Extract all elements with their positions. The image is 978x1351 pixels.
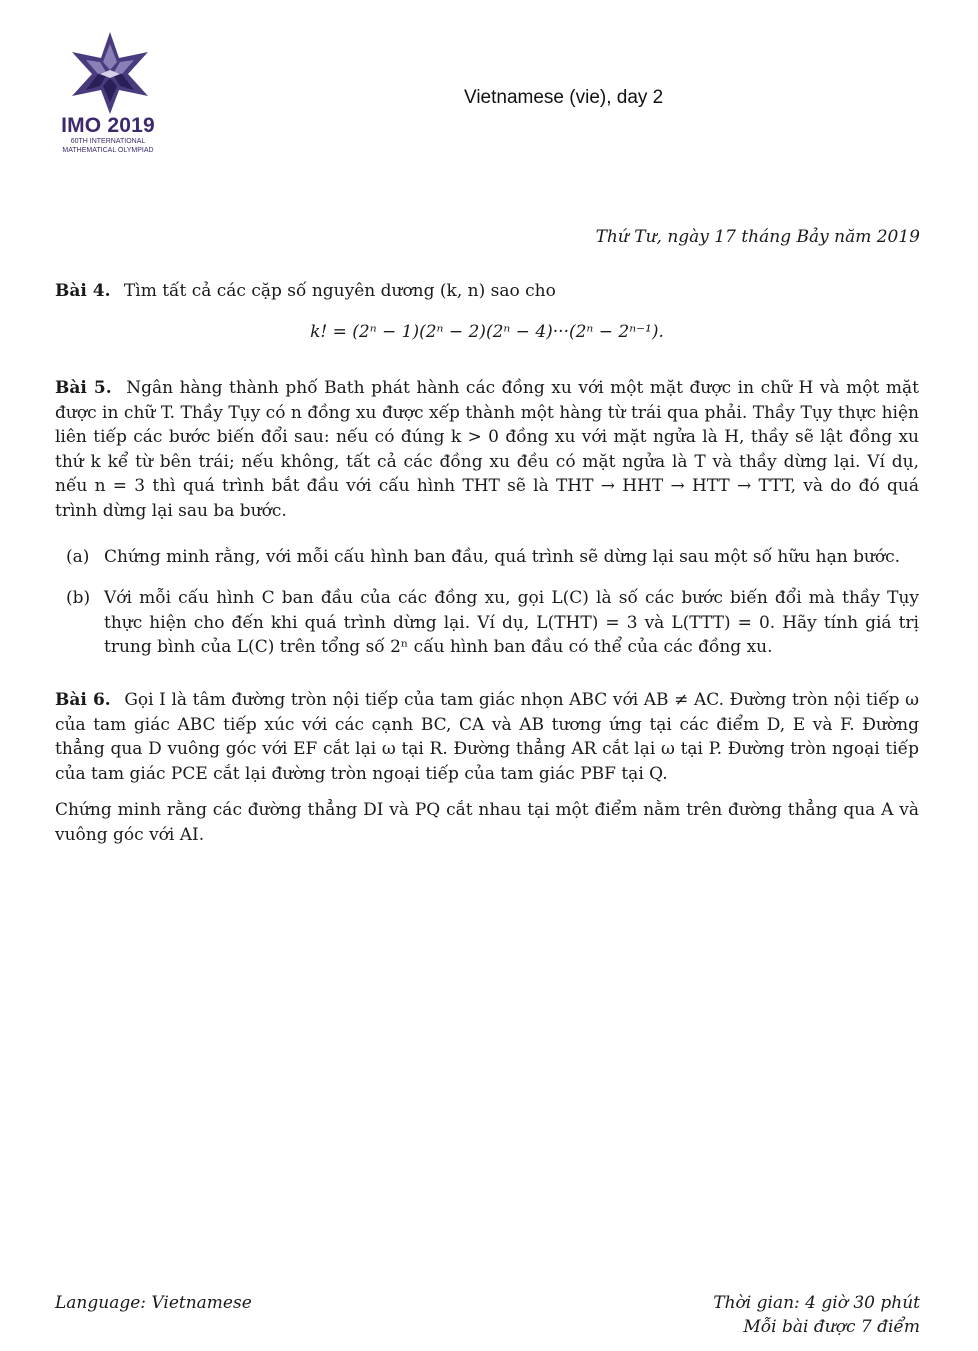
footer-language: Language: Vietnamese: [55, 1293, 252, 1313]
language-day-header: Vietnamese (vie), day 2: [464, 87, 664, 108]
problem-4-text: Tìm tất cả các cặp số nguyên dương (k, n) sao cho: [123, 281, 556, 301]
exam-date: Thứ Tư, ngày 17 tháng Bảy năm 2019: [595, 227, 920, 247]
star-logo-icon: [64, 30, 156, 116]
imo-logo: [52, 30, 168, 160]
logo-subtitle-line1: 60TH INTERNATIONAL: [70, 138, 146, 145]
part-b-label: (b): [66, 588, 91, 608]
problem-5-label: Bài 5.: [55, 378, 112, 398]
part-a-text: Chứng minh rằng, với mỗi cấu hình ban đầu, quá trình sẽ dừng lại sau một số hữu hạn bước.: [104, 547, 901, 567]
problem-6-text: Gọi I là tâm đường tròn nội tiếp của tam giác nhọn ABC với AB ≠ AC. Đường tròn nội tiếp ω của tam giác ABC tiếp xúc với các cạnh BC, CA và AB tương ứng tại các điểm D, E và F. Đường thẳng qua D vuông góc với EF cắt lại ω tại R. Đường thẳng AR cắt lại ω tại P. Đường tròn ngoại tiếp của tam giác PCE cắt lại đường tròn ngoại tiếp của tam giác PBF tại Q.: [55, 690, 920, 784]
logo-title: IMO 2019: [61, 114, 155, 137]
part-b-text: Với mỗi cấu hình C ban đầu của các đồng xu, gọi L(C) là số các bước biến đổi mà thầy Tụy thực hiện cho đến khi quá trình dừng lại. Ví dụ, L(THT) = 3 và L(TTT) = 0. Hãy tính giá trị trung bình của L(C) trên tổng số 2ⁿ cấu hình ban đầu có thể của các đồng xu.: [104, 588, 919, 658]
problem-6-label: Bài 6.: [55, 690, 111, 710]
problem-5: [55, 376, 919, 524]
part-a-label: (a): [66, 547, 90, 567]
problem-4-label: Bài 4.: [55, 281, 111, 301]
problem-6: [55, 688, 919, 786]
problem-4: [55, 279, 919, 304]
problem-4-equation: k! = (2ⁿ − 1)(2ⁿ − 2)(2ⁿ − 4)···(2ⁿ − 2ⁿ⁻¹).: [310, 322, 664, 342]
problem-6-conclusion: Chứng minh rằng các đường thẳng DI và PQ cắt nhau tại một điểm nằm trên đường thẳng qua A và vuông góc với AI.: [55, 800, 919, 845]
problem-5-part-a: [66, 545, 919, 570]
problem-5-text: Ngân hàng thành phố Bath phát hành các đồng xu với một mặt được in chữ H và một mặt được in chữ T. Thầy Tụy có n đồng xu được xếp thành một hàng từ trái qua phải. Thầy Tụy thực hiện liên tiếp các bước biến đổi sau: nếu có đúng k > 0 đồng xu với mặt ngửa là H, thầy sẽ lật đồng xu thứ k kể từ bên trái; nếu không, tất cả các đồng xu đều có mặt ngửa là T và thầy dừng lại. Ví dụ, nếu n = 3 thì quá trình bắt đầu với cấu hình THT sẽ là THT → HHT → HTT → TTT, và do đó quá trình dừng lại sau ba bước.: [55, 378, 919, 521]
logo-subtitle-line2: MATHEMATICAL OLYMPIAD: [62, 147, 154, 154]
footer-points: Mỗi bài được 7 điểm: [743, 1317, 920, 1337]
problem-5-part-b: [66, 586, 919, 660]
footer-time: Thời gian: 4 giờ 30 phút: [713, 1293, 920, 1313]
